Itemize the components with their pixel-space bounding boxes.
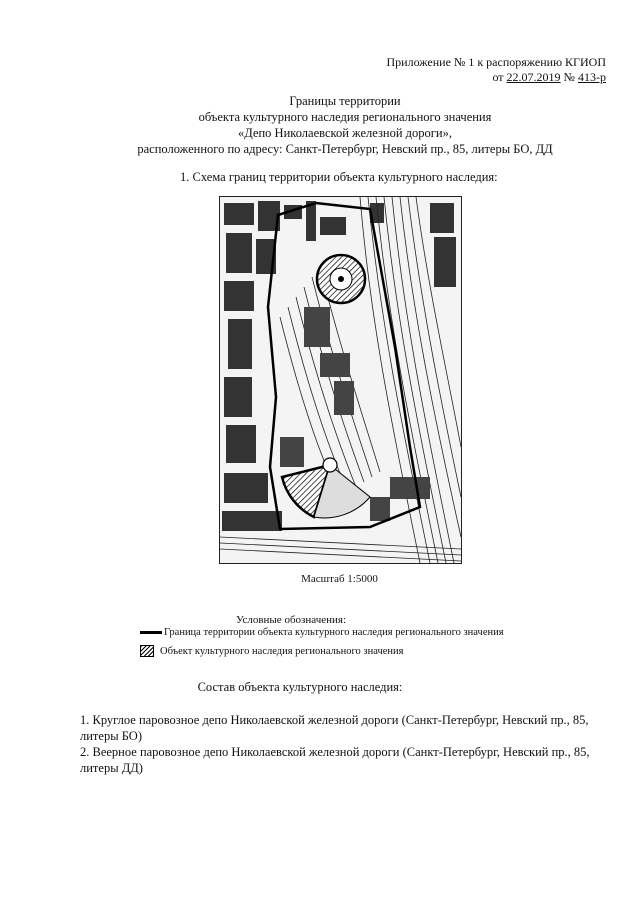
- annex-date-line: [300, 70, 606, 85]
- composition-list: [80, 712, 600, 776]
- document-title: [80, 93, 610, 157]
- date-value: 22.07.2019: [506, 70, 561, 84]
- map-scale: Масштаб 1:5000: [301, 573, 378, 585]
- legend-object-label: Объект культурного наследия регионального значения: [160, 645, 404, 657]
- boundary-line-icon: [140, 631, 162, 634]
- section-1-heading: 1. Схема границ территории объекта культурного наследия:: [180, 170, 498, 184]
- annex-text: Приложение № 1 к распоряжению КГИОП: [386, 55, 606, 69]
- site-map-drawing: [220, 197, 461, 563]
- legend-boundary-label: Граница территории объекта культурного наследия регионального значения: [164, 627, 504, 638]
- legend-item-object: [140, 645, 403, 657]
- title-line-3: «Депо Николаевской железной дороги»,: [238, 126, 452, 140]
- site-map: [219, 196, 462, 564]
- number-value: 413-р: [578, 70, 606, 84]
- annex-heading: [300, 55, 606, 70]
- list-item: 1. Круглое паровозное депо Николаевской железной дороги (Санкт-Петербург, Невский пр., 85, литеры БО): [80, 713, 589, 743]
- composition-title: Состав объекта культурного наследия:: [197, 680, 403, 694]
- number-prefix: №: [563, 70, 575, 84]
- date-prefix: от: [492, 70, 504, 84]
- list-item: 2. Веерное паровозное депо Николаевской железной дороги (Санкт-Петербург, Невский пр., 85, литеры ДД): [80, 745, 590, 775]
- round-depot-object: [317, 255, 365, 303]
- hatch-pattern-icon: [140, 645, 154, 657]
- title-line-1: Границы территории: [289, 94, 401, 108]
- legend-title: Условные обозначения:: [236, 614, 347, 626]
- title-line-4: расположенного по адресу: Санкт-Петербург, Невский пр., 85, литеры БО, ДД: [137, 142, 553, 156]
- title-line-2: объекта культурного наследия регионального значения: [198, 110, 492, 124]
- legend-item-boundary: [140, 627, 504, 638]
